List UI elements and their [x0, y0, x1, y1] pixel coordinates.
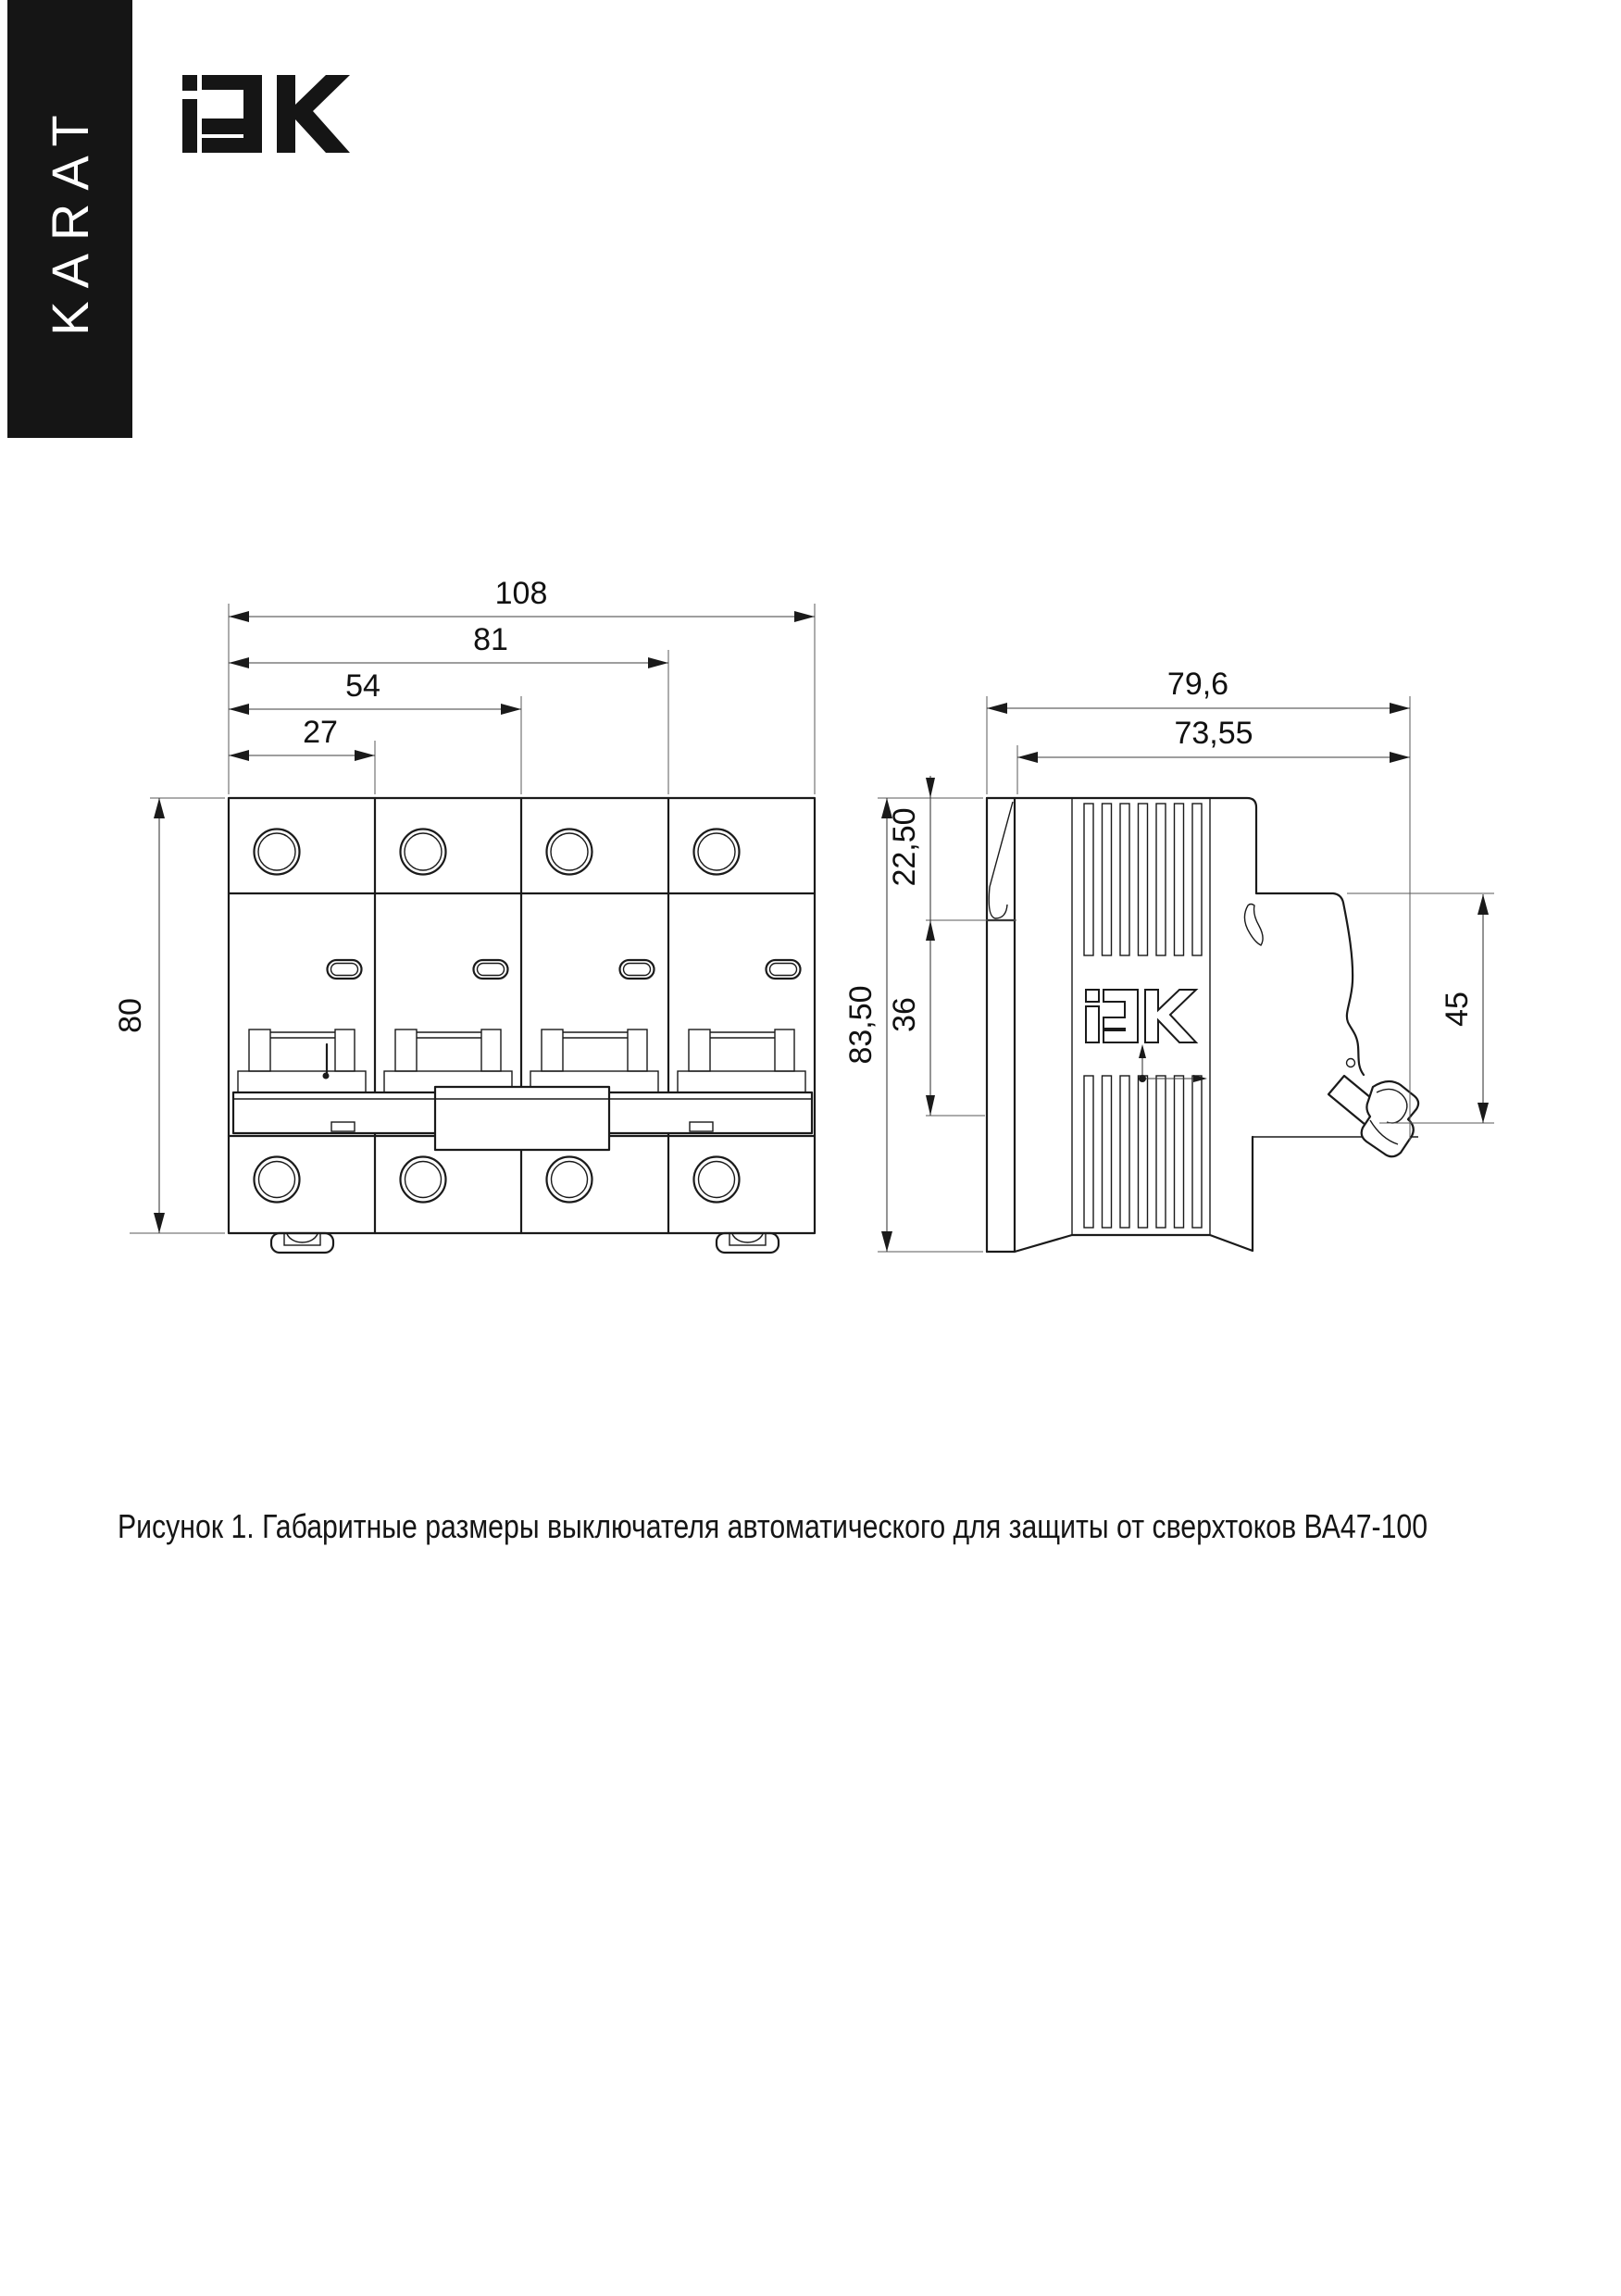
- vent-slots-lower: [1084, 1076, 1202, 1228]
- side-view: [843, 667, 1494, 1252]
- dim-label-27: 27: [303, 715, 338, 750]
- karat-series-label: KARAT: [41, 102, 99, 336]
- dim-label-81: 81: [473, 622, 508, 657]
- dim-label-54: 54: [345, 668, 380, 704]
- dim-label-108: 108: [494, 576, 548, 611]
- iek-logo: [182, 75, 350, 153]
- iek-logo-embossed: [1086, 990, 1196, 1042]
- figure-caption-text: Рисунок 1. Габаритные размеры выключателя автоматического для защиты от сверхтоков ВА47-100: [118, 1507, 1428, 1545]
- terminal-cover-slant: [989, 802, 1013, 918]
- handle-lock-slot: [1244, 905, 1263, 946]
- dim-label-79-6: 79,6: [1166, 667, 1229, 702]
- dim-label-45: 45: [1440, 992, 1475, 1027]
- orientation-marker: [1139, 1044, 1207, 1082]
- dim-label-73-55: 73,55: [1174, 716, 1253, 751]
- dim-label-36: 36: [887, 997, 922, 1032]
- dim-label-80: 80: [113, 998, 148, 1033]
- front-view: [113, 576, 815, 1253]
- vent-slots-upper: [1084, 804, 1202, 955]
- din-clip: [1328, 1076, 1418, 1156]
- pivot-hole: [1347, 1059, 1355, 1067]
- din-feet: [271, 1233, 779, 1253]
- center-handle-grip: [435, 1087, 609, 1150]
- figure-caption: [118, 1507, 1506, 1546]
- dim-label-83-50: 83,50: [843, 985, 879, 1065]
- dim-label-22-50: 22,50: [887, 807, 922, 887]
- side-dimensions: [843, 667, 1494, 1252]
